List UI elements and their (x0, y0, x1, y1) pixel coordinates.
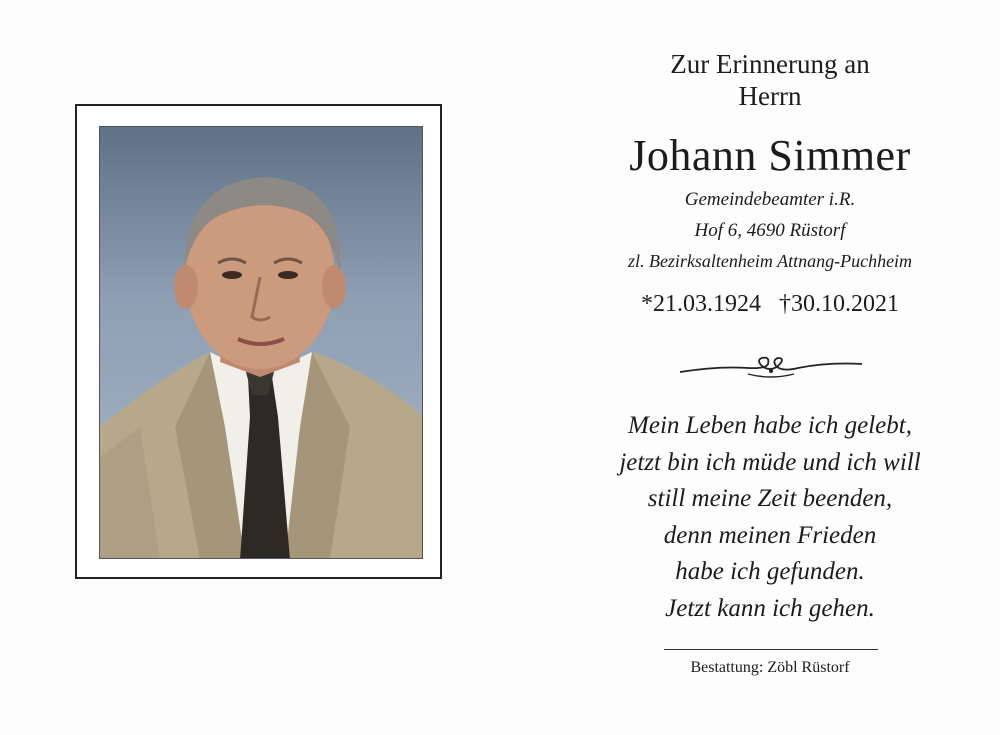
portrait-frame (75, 104, 442, 579)
deceased-name: Johann Simmer (629, 131, 911, 180)
life-dates (560, 291, 980, 318)
poem-line: jetzt bin ich müde und ich will (619, 448, 921, 476)
occupation: Gemeindebeamter i.R. (684, 189, 856, 210)
intro-text (560, 48, 980, 112)
intro-line-1: Zur Erinnerung an (670, 49, 870, 79)
funeral-home: Bestattung: Zöbl Rüstorf (690, 659, 850, 676)
text-column (560, 0, 980, 735)
divider-line (664, 649, 878, 650)
death-date: †30.10.2021 (779, 291, 899, 317)
poem-line: habe ich gefunden. (675, 558, 865, 585)
poem-line: denn meinen Frieden (663, 521, 877, 549)
poem-line: Jetzt kann ich gehen. (665, 594, 875, 622)
address: Hof 6, 4690 Rüstorf (694, 220, 846, 241)
flourish-ornament (678, 352, 864, 382)
birth-date: *21.03.1924 (641, 291, 761, 317)
portrait-illustration (100, 127, 423, 559)
poem-line: Mein Leben habe ich gelebt, (628, 412, 912, 439)
poem (560, 408, 980, 627)
poem-line: still meine Zeit beenden, (647, 485, 893, 512)
intro-line-2: Herrn (738, 81, 802, 111)
portrait-photo (99, 126, 423, 559)
residence: zl. Bezirksaltenheim Attnang-Puchheim (627, 251, 913, 271)
